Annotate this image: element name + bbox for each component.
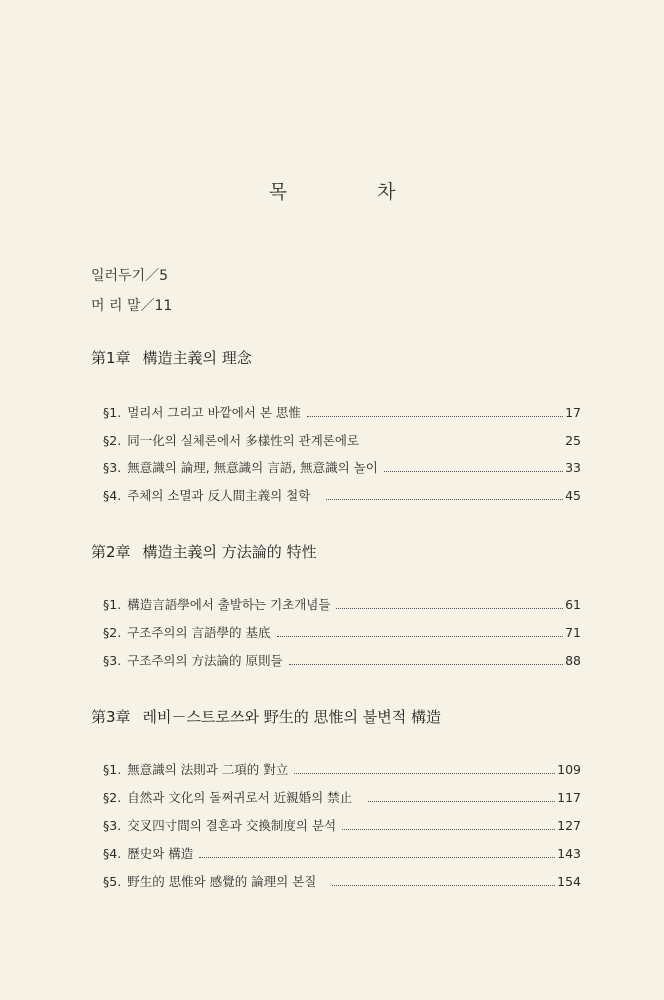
- toc-entry: [103, 844, 581, 862]
- section-number: §3.: [103, 818, 122, 833]
- dot-leader: [332, 885, 555, 886]
- chapter-number: 第1章: [91, 349, 131, 367]
- section-number: §4.: [103, 846, 122, 861]
- toc-entry: [103, 486, 581, 504]
- dot-leader: [277, 636, 564, 637]
- chapter-title: 構造主義의 理念: [142, 349, 252, 367]
- page-number: 127: [557, 818, 581, 833]
- toc-entry: [103, 595, 581, 613]
- dot-leader: [199, 857, 555, 858]
- toc-entry: [103, 872, 581, 890]
- dot-leader: [365, 444, 563, 445]
- chapter-title: 構造主義의 方法論的 特性: [142, 543, 317, 561]
- toc-entry: [103, 458, 581, 476]
- dot-leader: [307, 416, 563, 417]
- section-number: §1.: [103, 405, 122, 420]
- page-number: 25: [565, 433, 581, 448]
- toc-entry: [103, 760, 581, 778]
- dot-leader: [326, 499, 563, 500]
- section-number: §2.: [103, 625, 122, 640]
- section-title: 구조주의의 言語學的 基底: [127, 625, 271, 640]
- section-title: 野生的 思惟와 感覺的 論理의 본질: [127, 874, 317, 889]
- section-title: 無意識의 論理, 無意識의 言語, 無意識의 놀이: [127, 460, 378, 475]
- section-title: 주체의 소멸과 反人間主義의 철학: [127, 488, 311, 503]
- front-matter-preface: 머 리 말／11: [91, 298, 173, 314]
- toc-entry: [103, 788, 581, 806]
- section-title: 歷史와 構造: [127, 846, 194, 861]
- dot-leader: [384, 471, 563, 472]
- section-number: §3.: [103, 460, 122, 475]
- section-number: §1.: [103, 597, 122, 612]
- section-number: §2.: [103, 433, 122, 448]
- dot-leader: [336, 608, 563, 609]
- chapter-heading: [91, 347, 252, 368]
- chapter-number: 第2章: [91, 543, 131, 561]
- page-number: 45: [565, 488, 581, 503]
- section-number: §1.: [103, 762, 122, 777]
- page-number: 17: [565, 405, 581, 420]
- page-number: 33: [565, 460, 581, 475]
- page-number: 143: [557, 846, 581, 861]
- section-number: §3.: [103, 653, 122, 668]
- section-title: 交叉四寸間의 결혼과 交換制度의 분석: [127, 818, 337, 833]
- chapter-heading: [91, 541, 317, 562]
- page-number: 61: [565, 597, 581, 612]
- page-number: 117: [557, 790, 581, 805]
- chapter-heading: [91, 706, 441, 727]
- dot-leader: [289, 664, 564, 665]
- toc-entry: [103, 403, 581, 421]
- front-matter-notes: 일러두기／5: [91, 268, 169, 284]
- section-title: 構造言語學에서 출발하는 기초개념들: [127, 597, 331, 612]
- dot-leader: [342, 829, 555, 830]
- page-number: 109: [557, 762, 581, 777]
- dot-leader: [294, 773, 555, 774]
- page-number: 71: [565, 625, 581, 640]
- page-number: 154: [557, 874, 581, 889]
- section-title: 同一化의 실체론에서 多樣性의 관계론에로: [127, 433, 360, 448]
- chapter-title: 레비－스트로쓰와 野生的 思惟의 불변적 構造: [142, 708, 442, 726]
- section-title: 멀리서 그리고 바깥에서 본 思惟: [127, 405, 301, 420]
- chapter-number: 第3章: [91, 708, 131, 726]
- page-title: 목 차: [268, 181, 438, 203]
- toc-entry: [103, 816, 581, 834]
- dot-leader: [368, 801, 555, 802]
- section-title: 無意識의 法則과 二項的 對立: [127, 762, 289, 777]
- section-number: §2.: [103, 790, 122, 805]
- section-title: 自然과 文化의 돌쩌귀로서 近親婚의 禁止: [127, 790, 353, 805]
- toc-entry: [103, 431, 581, 449]
- toc-entry: [103, 651, 581, 669]
- section-number: §5.: [103, 874, 122, 889]
- section-number: §4.: [103, 488, 122, 503]
- toc-entry: [103, 623, 581, 641]
- section-title: 구조주의의 方法論的 原則들: [127, 653, 283, 668]
- page-number: 88: [565, 653, 581, 668]
